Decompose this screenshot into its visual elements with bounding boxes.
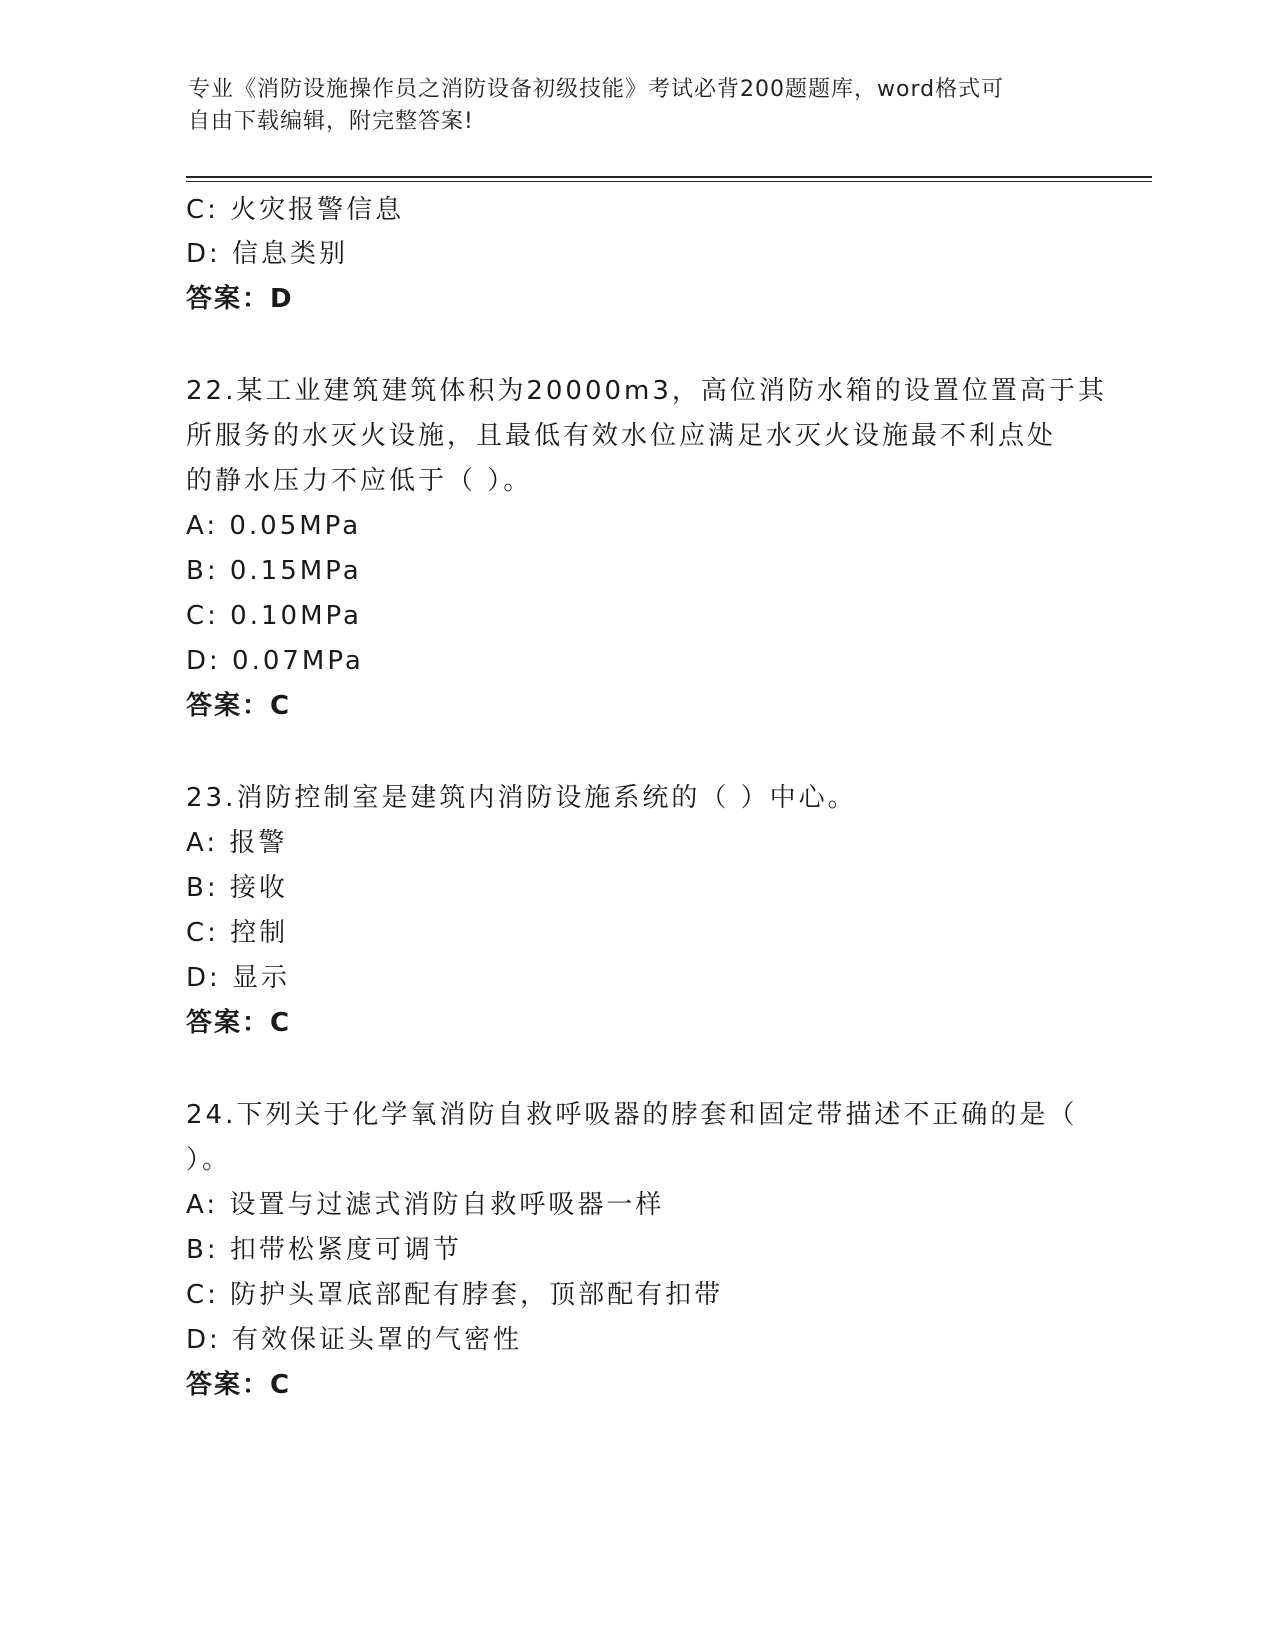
q24-answer: 答案：C [186, 1370, 292, 1400]
header-divider-thin [186, 181, 1152, 182]
q23-option-d: D: 显示 [186, 963, 291, 993]
q22-answer: 答案：C [186, 691, 292, 721]
q23-option-c: C: 控制 [186, 918, 289, 948]
q24-option-d: D: 有效保证头罩的气密性 [186, 1325, 523, 1355]
header-divider-thick [186, 176, 1152, 178]
q23-option-a: A: 报警 [186, 828, 288, 858]
q22-stem-line-3: 的静水压力不应低于（ ）。 [186, 466, 533, 496]
q22-stem-line-2: 所服务的水灭火设施，且最低有效水位应满足水灭火设施最不利点处 [186, 421, 1057, 451]
q22-stem-line-1: 22.某工业建筑建筑体积为20000m3，高位消防水箱的设置位置高于其 [186, 376, 1107, 406]
q21-answer: 答案：D [186, 284, 294, 314]
q23-option-b: B: 接收 [186, 873, 288, 903]
q22-option-d: D: 0.07MPa [186, 646, 364, 676]
q24-stem-line-2: ）。 [186, 1145, 232, 1175]
document-header [188, 74, 1068, 138]
q24-stem-line-1: 24.下列关于化学氧消防自救呼吸器的脖套和固定带描述不正确的是（ [186, 1100, 1078, 1130]
q23-stem-line-1: 23.消防控制室是建筑内消防设施系统的（ ）中心。 [186, 783, 857, 813]
q21-option-c: C: 火灾报警信息 [186, 195, 405, 225]
q21-option-d: D: 信息类别 [186, 239, 349, 269]
header-line-1: 专业《消防设施操作员之消防设备初级技能》考试必背200题题库，word格式可 [188, 77, 1005, 102]
q22-option-b: B: 0.15MPa [186, 556, 362, 586]
q24-option-a: A: 设置与过滤式消防自救呼吸器一样 [186, 1190, 665, 1220]
q22-option-c: C: 0.10MPa [186, 601, 362, 631]
q24-option-b: B: 扣带松紧度可调节 [186, 1235, 462, 1265]
header-line-2: 自由下载编辑，附完整答案! [188, 109, 474, 134]
q22-option-a: A: 0.05MPa [186, 511, 362, 541]
q23-answer: 答案：C [186, 1008, 292, 1038]
q24-option-c: C: 防护头罩底部配有脖套，顶部配有扣带 [186, 1280, 724, 1310]
